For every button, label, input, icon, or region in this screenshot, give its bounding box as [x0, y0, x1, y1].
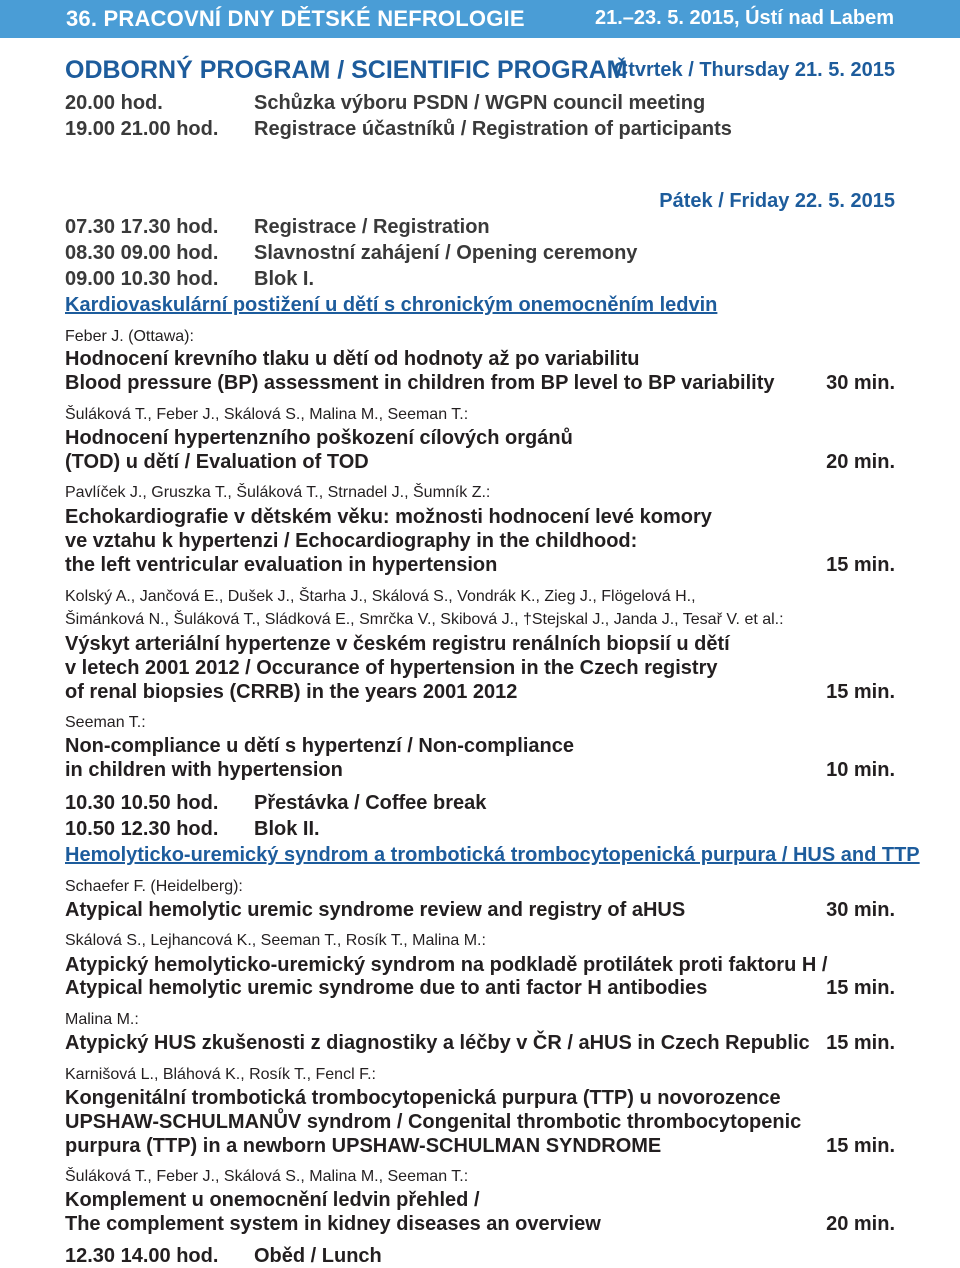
item-desc: Blok I.: [254, 268, 315, 290]
talk-title-line: The complement system in kidney diseases an overview: [65, 1213, 601, 1235]
talk-authors: Šuláková T., Feber J., Skálová S., Malina M., Seeman T.:: [65, 406, 469, 423]
talk-duration: 15 min.: [826, 1032, 895, 1054]
item-desc: Registrace / Registration: [254, 216, 490, 238]
talk-title-line: v letech 2001 2012 / Occurance of hypertension in the Czech registry: [65, 657, 718, 679]
item-time: 20.00 hod.: [65, 92, 163, 114]
item-desc: Registrace účastníků / Registration of participants: [254, 118, 732, 140]
item-time: 12.30 14.00 hod.: [65, 1245, 219, 1267]
talk-title-line: Atypický hemolyticko-uremický syndrom na podkladě protilátek proti faktoru H /: [65, 954, 828, 976]
talk-title-line: the left ventricular evaluation in hypertension: [65, 554, 498, 576]
header-banner: [0, 0, 960, 38]
talk-authors: Feber J. (Ottawa):: [65, 328, 194, 345]
talk-title-line: Kongenitální trombotická trombocytopenická purpura (TTP) u novorozence: [65, 1087, 781, 1109]
talk-title-line: Hodnocení krevního tlaku u dětí od hodnoty až po variabilitu: [65, 348, 640, 370]
talk-title-line: UPSHAW-SCHULMANŮV syndrom / Congenital thrombotic thrombocytopenic: [65, 1111, 802, 1133]
talk-authors: Pavlíček J., Gruszka T., Šuláková T., Strnadel J., Šumník Z.:: [65, 484, 491, 501]
talk-title-line: Blood pressure (BP) assessment in children from BP level to BP variability: [65, 372, 775, 394]
talk-title-line: purpura (TTP) in a newborn UPSHAW-SCHULMAN SYNDROME: [65, 1135, 662, 1157]
talk-authors: Kolský A., Jančová E., Dušek J., Štarha J., Skálová S., Vondrák K., Zieg J., Flögelová H.,: [65, 588, 696, 605]
talk-title-line: (TOD) u dětí / Evaluation of TOD: [65, 451, 369, 473]
talk-duration: 15 min.: [826, 554, 895, 576]
item-desc: Přestávka / Coffee break: [254, 792, 487, 814]
conference-dates: 21.–23. 5. 2015, Ústí nad Labem: [594, 7, 894, 29]
talk-title-line: of renal biopsies (CRRB) in the years 2001 2012: [65, 681, 518, 703]
talk-duration: 20 min.: [826, 1213, 895, 1235]
talk-duration: 30 min.: [826, 899, 895, 921]
talk-authors: Schaefer F. (Heidelberg):: [65, 878, 243, 895]
talk-title-line: Komplement u onemocnění ledvin přehled /: [65, 1189, 480, 1211]
item-desc: Blok II.: [254, 818, 320, 840]
item-time: 19.00 21.00 hod.: [65, 118, 219, 140]
talk-duration: 15 min.: [826, 681, 895, 703]
talk-authors: Karnišová L., Bláhová K., Rosík T., Fencl F.:: [65, 1066, 376, 1083]
talk-duration: 20 min.: [826, 451, 895, 473]
talk-duration: 15 min.: [826, 977, 895, 999]
talk-authors: Šuláková T., Feber J., Skálová S., Malina M., Seeman T.:: [65, 1168, 469, 1185]
talk-duration: 10 min.: [826, 759, 895, 781]
talk-authors: Seeman T.:: [65, 714, 146, 731]
talk-title-line: Hodnocení hypertenzního poškození cílových orgánů: [65, 427, 573, 449]
thursday-heading: Čtvrtek / Thursday 21. 5. 2015: [613, 59, 895, 81]
talk-authors: Malina M.:: [65, 1011, 139, 1028]
item-time: 07.30 17.30 hod.: [65, 216, 219, 238]
talk-title-line: Non-compliance u dětí s hypertenzí / Non-compliance: [65, 735, 574, 757]
talk-duration: 30 min.: [826, 372, 895, 394]
talk-title-line: ve vztahu k hypertenzi / Echocardiography in the childhood:: [65, 530, 638, 552]
program-title: ODBORNÝ PROGRAM / SCIENTIFIC PROGRAM: [65, 56, 628, 84]
talk-authors: Šimánková N., Šuláková T., Sládková E., Smrčka V., Skibová J., †Stejskal J., Janda J., Tesař V. et al.:: [65, 611, 784, 628]
item-desc: Slavnostní zahájení / Opening ceremony: [254, 242, 638, 264]
talk-title-line: Atypical hemolytic uremic syndrome due to anti factor H antibodies: [65, 977, 708, 999]
talk-title-line: Výskyt arteriální hypertenze v českém registru renálních biopsií u dětí: [65, 633, 730, 655]
talk-title-line: in children with hypertension: [65, 759, 343, 781]
talk-title-line: Echokardiografie v dětském věku: možnosti hodnocení levé komory: [65, 506, 712, 528]
item-desc: Oběd / Lunch: [254, 1245, 382, 1267]
talk-title-line: Atypický HUS zkušenosti z diagnostiky a léčby v ČR / aHUS in Czech Republic: [65, 1032, 810, 1054]
item-time: 08.30 09.00 hod.: [65, 242, 219, 264]
talk-duration: 15 min.: [826, 1135, 895, 1157]
block1-title: Kardiovaskulární postižení u dětí s chronickým onemocněním ledvin: [65, 294, 718, 316]
item-time: 10.50 12.30 hod.: [65, 818, 219, 840]
block2-title: Hemolyticko-uremický syndrom a trombotická trombocytopenická purpura / HUS and TTP: [65, 844, 920, 866]
conference-title: 36. PRACOVNÍ DNY DĚTSKÉ NEFROLOGIE: [66, 6, 525, 31]
talk-title-line: Atypical hemolytic uremic syndrome review and registry of aHUS: [65, 899, 686, 921]
item-time: 10.30 10.50 hod.: [65, 792, 219, 814]
item-time: 09.00 10.30 hod.: [65, 268, 219, 290]
talk-authors: Skálová S., Lejhancová K., Seeman T., Rosík T., Malina M.:: [65, 932, 486, 949]
friday-heading: Pátek / Friday 22. 5. 2015: [659, 190, 895, 212]
item-desc: Schůzka výboru PSDN / WGPN council meeting: [254, 92, 706, 114]
